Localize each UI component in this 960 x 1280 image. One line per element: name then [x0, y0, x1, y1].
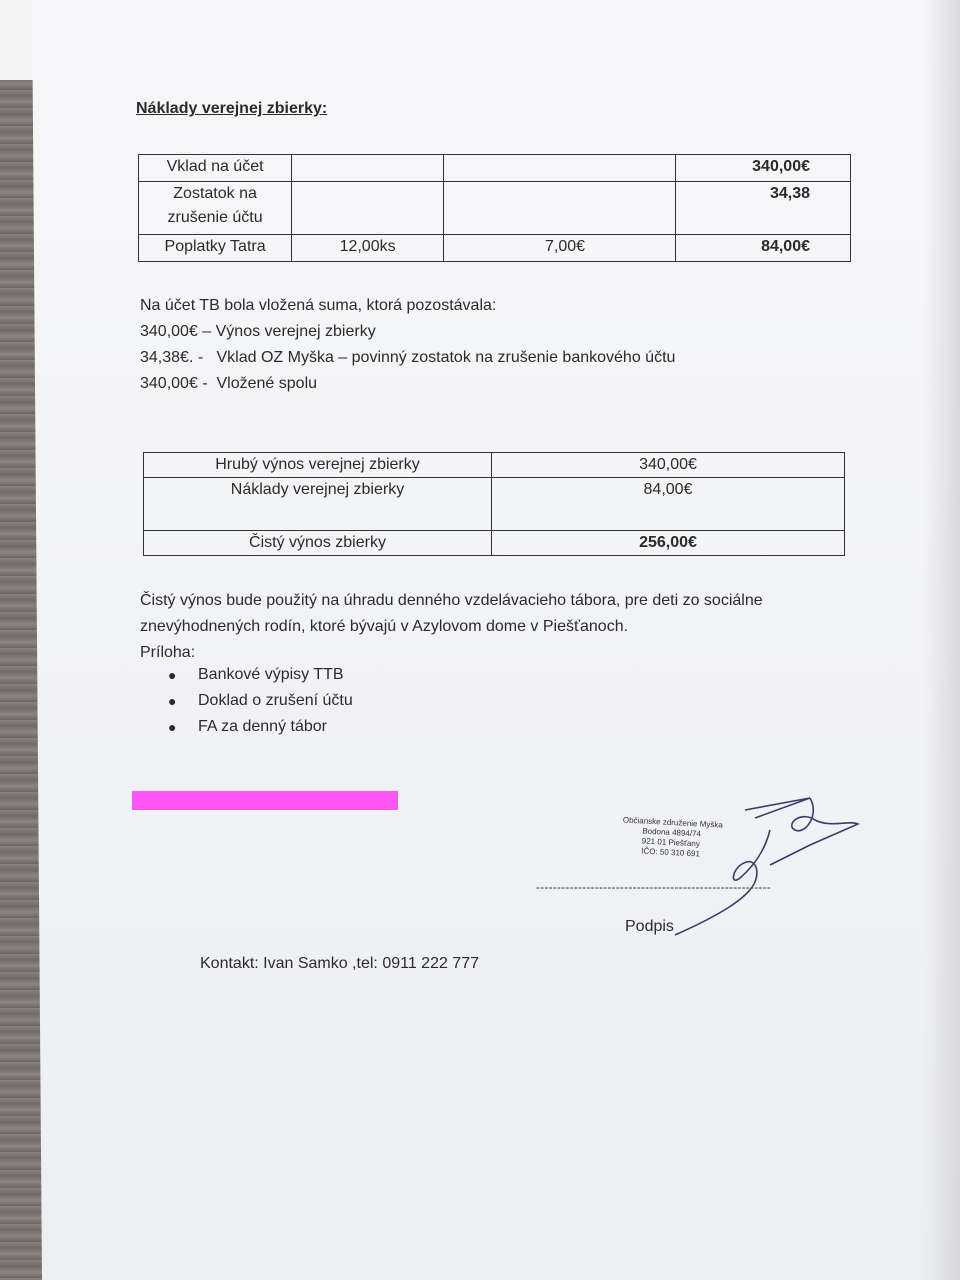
stamp-line: 921 01 Piešťany	[641, 836, 701, 849]
costs-table	[138, 154, 851, 262]
bullet-icon: ●	[168, 667, 177, 683]
table-cell	[444, 182, 676, 235]
list-item-text: FA za denný tábor	[198, 718, 327, 735]
paragraph-line: 34,38€. - Vklad OZ Myška – povinný zostatok na zrušenie bankového účtu	[140, 349, 676, 366]
deposit-paragraph	[140, 293, 675, 397]
usage-paragraph	[140, 588, 763, 666]
table-cell: 340,00€	[492, 453, 845, 478]
paragraph-line: 340,00€ - Vložené spolu	[140, 375, 318, 392]
stamp-line: IČO: 50 310 691	[641, 846, 701, 859]
list-item	[168, 714, 353, 740]
contact-info: Kontakt: Ivan Samko ,tel: 0911 222 777	[200, 955, 479, 972]
signature-line: --------------------------------------------------------	[536, 880, 771, 894]
table-cell: 84,00€	[492, 478, 845, 531]
list-item-text: Doklad o zrušení účtu	[198, 692, 353, 709]
table-cell: Vklad na účet	[139, 155, 292, 182]
signature-label: Podpis	[625, 918, 674, 935]
bullet-icon: ●	[168, 693, 177, 709]
table-cell: 256,00€	[492, 531, 845, 556]
redaction-bar	[132, 791, 398, 810]
list-item	[168, 662, 353, 688]
table-cell	[292, 155, 444, 182]
paragraph-line: znevýhodnených rodín, ktoré bývajú v Azylovom dome v Piešťanoch.	[140, 618, 629, 635]
table-row	[139, 155, 851, 182]
attachment-list	[168, 662, 353, 740]
paragraph-line: 340,00€ – Výnos verejnej zbierky	[140, 323, 376, 340]
table-cell	[444, 155, 676, 182]
table-row	[144, 478, 845, 531]
attachment-label: Príloha:	[140, 644, 196, 661]
table-row	[139, 235, 851, 262]
table-cell	[292, 182, 444, 235]
table-row	[144, 531, 845, 556]
table-cell: Náklady verejnej zbierky	[144, 478, 492, 531]
section-title: Náklady verejnej zbierky:	[136, 100, 328, 117]
table-row	[144, 453, 845, 478]
table-cell: Hrubý výnos verejnej zbierky	[144, 453, 492, 478]
paragraph-line: Čistý výnos bude použitý na úhradu denného vzdelávacieho tábora, pre deti zo sociálne	[140, 592, 763, 609]
bullet-icon: ●	[168, 719, 177, 735]
table-cell: 7,00€	[444, 235, 676, 262]
table-cell: Zostatok na zrušenie účtu	[139, 182, 292, 235]
list-item	[168, 688, 353, 714]
stamp-line: Občianske združenie Myška	[622, 815, 724, 830]
table-cell: 340,00€	[676, 155, 851, 182]
table-cell: Poplatky Tatra	[139, 235, 292, 262]
table-cell: Čistý výnos zbierky	[144, 531, 492, 556]
summary-table	[143, 452, 845, 556]
stamp-line: Bodona 4894/74	[642, 826, 702, 839]
table-row	[139, 182, 851, 235]
handwritten-signature	[660, 790, 870, 940]
list-item-text: Bankové výpisy TTB	[198, 666, 344, 683]
table-cell: 34,38	[676, 182, 851, 235]
table-cell: 84,00€	[676, 235, 851, 262]
paragraph-line: Na účet TB bola vložená suma, ktorá pozostávala:	[140, 297, 497, 314]
table-cell: 12,00ks	[292, 235, 444, 262]
